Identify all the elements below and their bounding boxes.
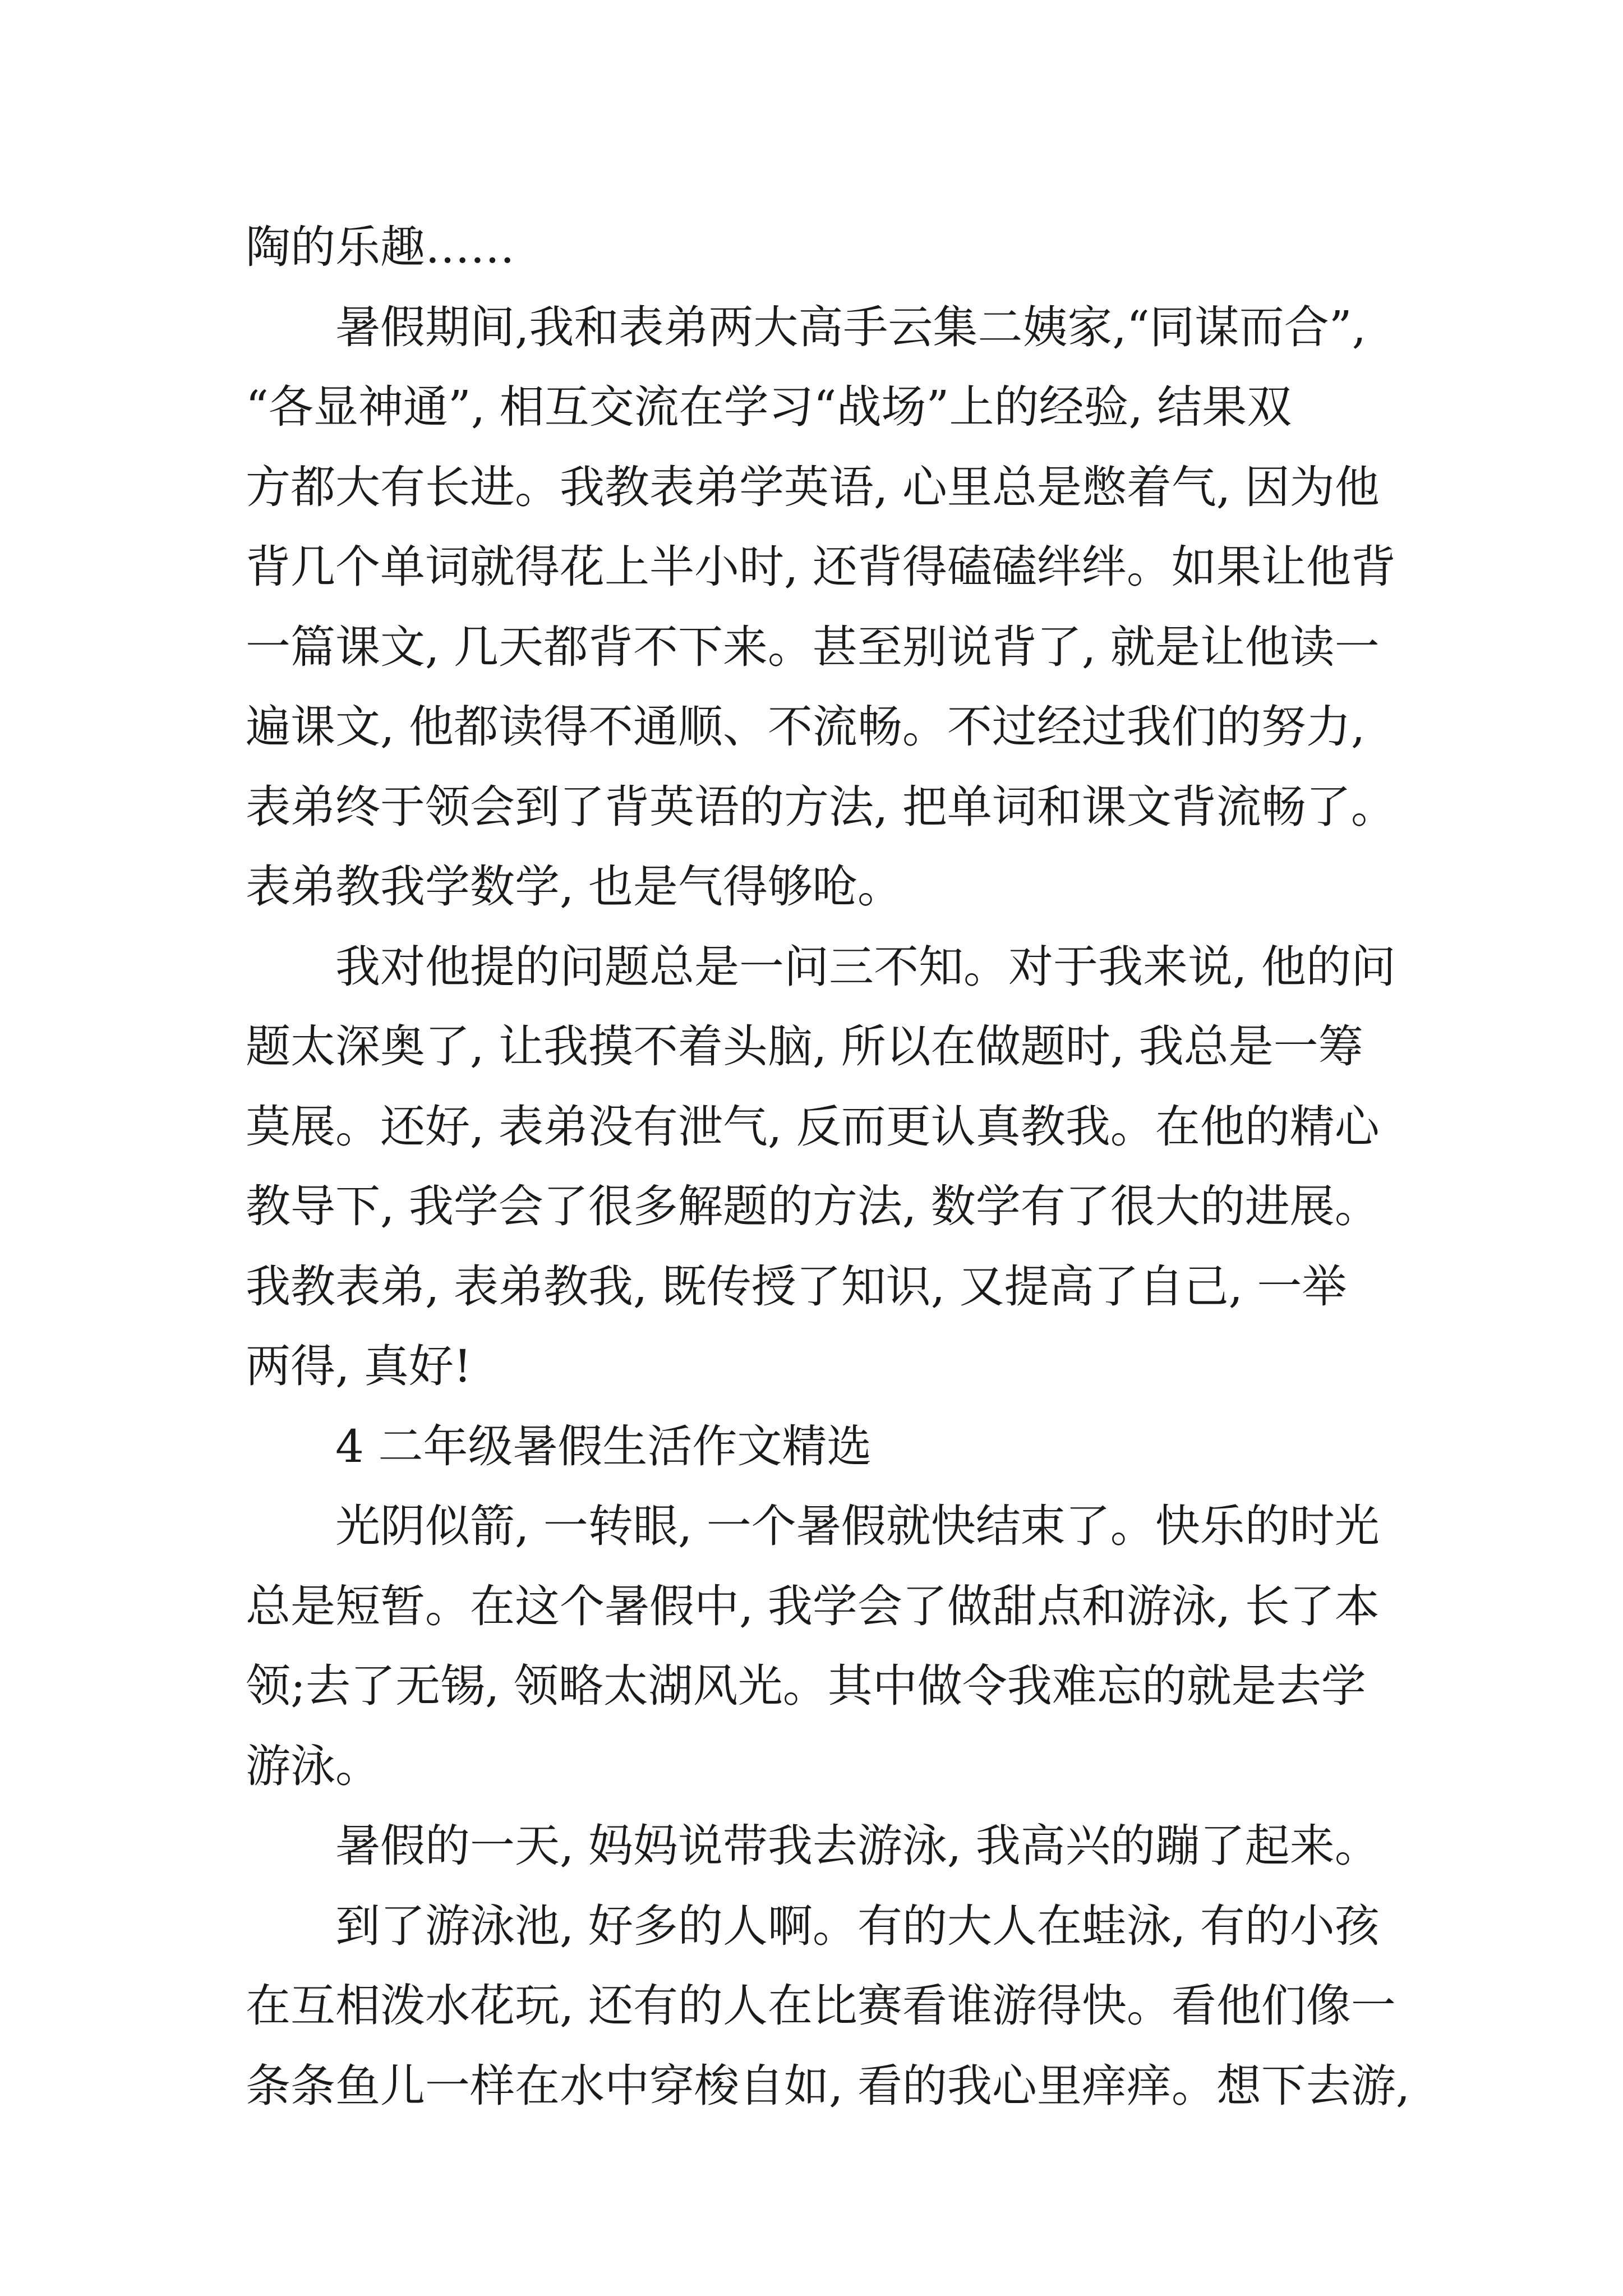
text-line: 莫展。还好, 表弟没有泄气, 反而更认真教我。在他的精心 — [246, 1100, 1380, 1153]
text-line: 领;去了无锡, 领略太湖风光。其中做令我难忘的就是去学 — [246, 1660, 1366, 1712]
text-line: 游泳。 — [246, 1740, 380, 1792]
section-heading: 4 二年级暑假生活作文精选 — [335, 1420, 872, 1473]
text-line: 在互相泼水花玩, 还有的人在比赛看谁游得快。看他们像一 — [246, 1980, 1396, 2032]
paragraph-first-line: 到了游泳池, 好多的人啊。有的大人在蛙泳, 有的小孩 — [335, 1899, 1380, 1952]
paragraph-first-line: 光阴似箭, 一转眼, 一个暑假就快结束了。快乐的时光 — [335, 1500, 1380, 1552]
text-line: 背几个单词就得花上半小时, 还背得磕磕绊绊。如果让他背 — [246, 541, 1396, 593]
text-line: 教导下, 我学会了很多解题的方法, 数学有了很大的进展。 — [246, 1180, 1380, 1232]
text-line: 一篇课文, 几天都背不下来。甚至别说背了, 就是让他读一 — [246, 620, 1380, 673]
text-line: 陶的乐趣…… — [246, 221, 515, 273]
text-line: 条条鱼儿一样在水中穿梭自如, 看的我心里痒痒。想下去游, — [246, 2059, 1410, 2112]
text-line: 我教表弟, 表弟教我, 既传授了知识, 又提高了自己, 一举 — [246, 1260, 1347, 1313]
text-line: 遍课文, 他都读得不通顺、不流畅。不过经过我们的努力, — [246, 701, 1366, 753]
text-line: 两得, 真好! — [246, 1340, 472, 1392]
body-text — [246, 208, 1410, 2126]
paragraph-first-line: 我对他提的问题总是一问三不知。对于我来说, 他的问 — [335, 940, 1396, 993]
text-line: 题太深奥了, 让我摸不着头脑, 所以在做题时, 我总是一筹 — [246, 1020, 1363, 1073]
text-line: 总是短暂。在这个暑假中, 我学会了做甜点和游泳, 长了本 — [246, 1580, 1380, 1632]
paragraph-first-line: 暑假的一天, 妈妈说带我去游泳, 我高兴的蹦了起来。 — [335, 1820, 1380, 1872]
text-line: 表弟终于领会到了背英语的方法, 把单词和课文背流畅了。 — [246, 780, 1396, 833]
text-line: 方都大有长进。我教表弟学英语, 心里总是憋着气, 因为他 — [246, 461, 1380, 513]
text-line: 表弟教我学数学, 也是气得够呛。 — [246, 861, 902, 913]
text-line: “各显神通”, 相互交流在学习“战场”上的经验, 结果双 — [246, 381, 1292, 433]
paragraph-first-line: 暑假期间,我和表弟两大高手云集二姨家,“同谋而合”, — [335, 301, 1367, 353]
